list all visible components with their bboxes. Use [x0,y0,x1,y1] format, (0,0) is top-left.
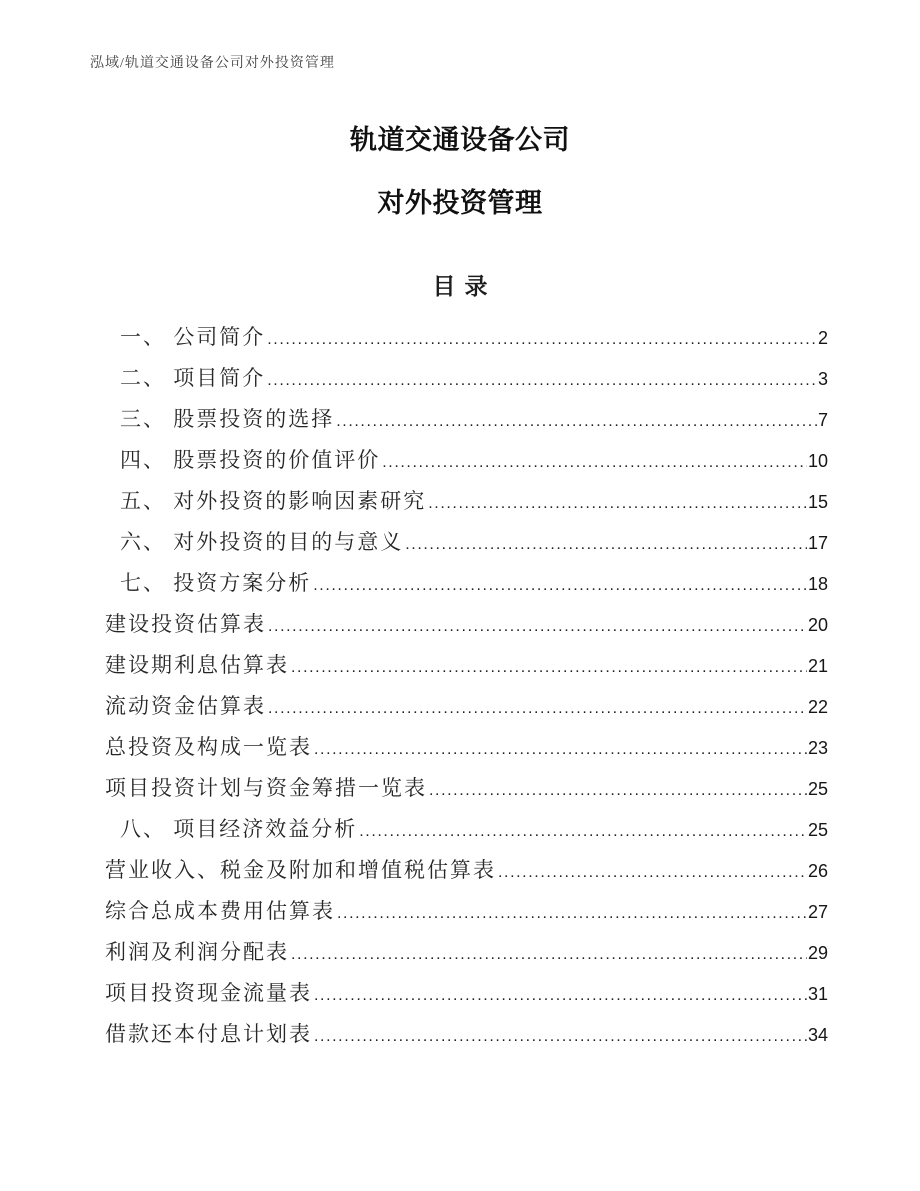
toc-entry-label[interactable]: 五、 对外投资的影响因素研究 [120,489,427,513]
toc-entry-label[interactable]: 流动资金估算表 [105,694,266,718]
toc-entry-label[interactable]: 项目投资现金流量表 [105,981,312,1005]
toc-entry-label[interactable]: 二、 项目简介 [120,366,266,390]
toc-row[interactable] [90,850,828,891]
toc-page-number: 25 [807,820,828,840]
toc-leader-dots [267,319,817,360]
toc-page-number: 31 [807,984,828,1004]
toc-leader-dots [429,770,807,811]
toc-entry-label[interactable]: 六、 对外投资的目的与意义 [120,530,404,554]
toc-leader-dots [291,647,807,688]
toc-leader-dots [405,524,807,565]
toc-leader-dots [291,934,807,975]
toc-entry-label[interactable]: 项目投资计划与资金筹措一览表 [105,776,427,800]
toc-page-number: 34 [807,1025,828,1045]
toc-leader-dots [268,606,807,647]
toc-entry-label[interactable]: 三、 股票投资的选择 [120,407,335,431]
toc-leader-dots [267,360,817,401]
toc-row[interactable] [90,317,828,358]
toc-row[interactable] [90,481,828,522]
toc-entry-label[interactable]: 一、 公司简介 [120,325,266,349]
toc-row[interactable] [90,399,828,440]
toc-page-number: 18 [807,574,828,594]
toc-page-number: 23 [807,738,828,758]
toc-entry-label[interactable]: 总投资及构成一览表 [105,735,312,759]
toc-row[interactable] [90,563,828,604]
toc-leader-dots [336,401,817,442]
toc-row[interactable] [90,1014,828,1055]
toc-entry-label[interactable]: 借款还本付息计划表 [105,1022,312,1046]
toc-leader-dots [337,893,807,934]
toc-page-number: 3 [817,369,828,389]
toc-leader-dots [268,688,807,729]
toc-entry-label[interactable]: 七、 投资方案分析 [120,571,312,595]
toc-list [90,317,828,1055]
toc-entry-label[interactable]: 综合总成本费用估算表 [105,899,335,923]
toc-row[interactable] [90,973,828,1014]
toc-leader-dots [382,442,807,483]
toc-heading: 目录 [432,274,497,299]
toc-row[interactable] [90,768,828,809]
document-title-line1: 轨道交通设备公司 [350,125,570,155]
toc-page-number: 10 [807,451,828,471]
toc-leader-dots [498,852,807,893]
toc-row[interactable] [90,891,828,932]
document-header-text: 泓域/轨道交通设备公司对外投资管理 [90,56,335,71]
toc-page-number: 20 [807,615,828,635]
toc-page-number: 7 [817,410,828,430]
toc-page-number: 17 [807,533,828,553]
toc-entry-label[interactable]: 四、 股票投资的价值评价 [120,448,381,472]
toc-page-number: 25 [807,779,828,799]
toc-entry-label[interactable]: 利润及利润分配表 [105,940,289,964]
toc-row[interactable] [90,358,828,399]
toc-row[interactable] [90,809,828,850]
toc-entry-label[interactable]: 八、 项目经济效益分析 [120,817,358,841]
toc-page-number: 15 [807,492,828,512]
toc-page-number: 22 [807,697,828,717]
toc-page-number: 26 [807,861,828,881]
toc-page-number: 27 [807,902,828,922]
toc-row[interactable] [90,522,828,563]
toc-leader-dots [313,565,807,606]
document-title-line2: 对外投资管理 [377,188,543,218]
toc-leader-dots [359,811,807,852]
toc-leader-dots [314,975,807,1016]
toc-row[interactable] [90,686,828,727]
toc-leader-dots [428,483,807,524]
toc-row[interactable] [90,932,828,973]
toc-entry-label[interactable]: 建设期利息估算表 [105,653,289,677]
toc-leader-dots [314,729,807,770]
toc-entry-label[interactable]: 营业收入、税金及附加和增值税估算表 [105,858,496,882]
toc-row[interactable] [90,440,828,481]
toc-leader-dots [314,1016,807,1057]
toc-entry-label[interactable]: 建设投资估算表 [105,612,266,636]
toc-row[interactable] [90,645,828,686]
toc-row[interactable] [90,727,828,768]
toc-page-number: 21 [807,656,828,676]
toc-row[interactable] [90,604,828,645]
toc-page-number: 29 [807,943,828,963]
toc-page-number: 2 [817,328,828,348]
